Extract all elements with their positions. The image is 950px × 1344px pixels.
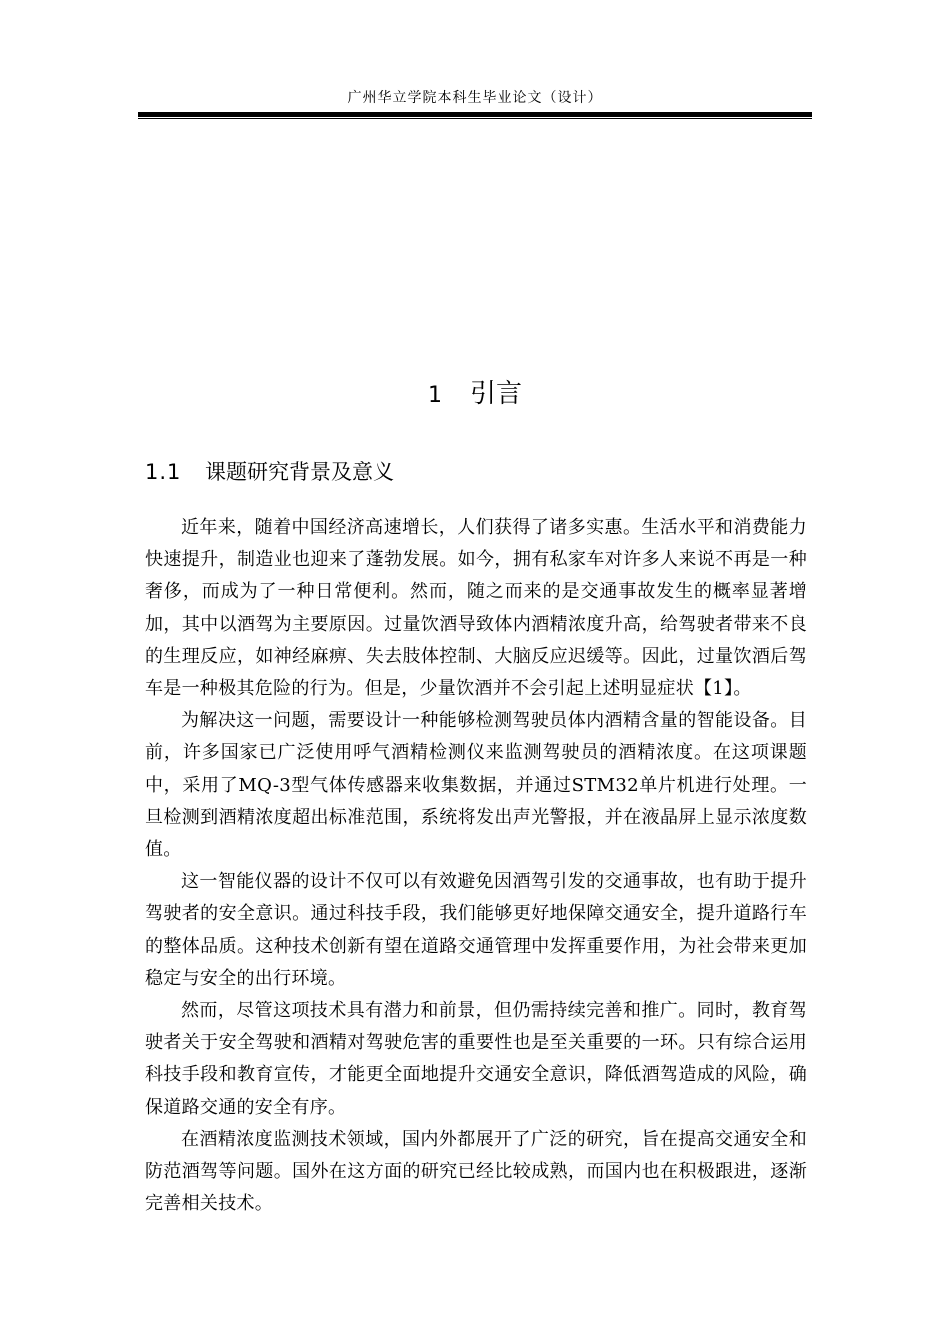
chapter-heading [138,374,812,416]
section-title: 课题研究背景及意义 [205,460,394,484]
running-header: 广州华立学院本科生毕业论文（设计） [347,90,603,106]
chapter-title: 引言 [469,379,522,409]
paragraph: 在酒精浓度监测技术领域，国内外都展开了广泛的研究，旨在提高交通安全和防范酒驾等问题。国外在这方面的研究已经比较成熟，而国内也在积极跟进，逐渐完善相关技术。 [145,1128,807,1215]
paragraph: 这一智能仪器的设计不仅可以有效避免因酒驾引发的交通事故，也有助于提升驾驶者的安全意识。通过科技手段，我们能够更好地保障交通安全，提升道路行车的整体品质。这种技术创新有望在道路交通管理中发挥重要作用，为社会带来更加稳定与安全的出行环境。 [145,871,807,989]
chapter-number: 1 [427,383,442,408]
paragraph: 近年来，随着中国经济高速增长，人们获得了诸多实惠。生活水平和消费能力快速提升，制造业也迎来了蓬勃发展。如今，拥有私家车对许多人来说不再是一种奢侈，而成为了一种日常便利。然而，随之而来的是交通事故发生的概率显著增加，其中以酒驾为主要原因。过量饮酒导致体内酒精浓度升高，给驾驶者带来不良的生理反应，如神经麻痹、失去肢体控制、大脑反应迟缓等。因此，过量饮酒后驾车是一种极其危险的行为。但是，少量饮酒并不会引起上述明显症状【1】。 [145,517,807,700]
section-number: 1.1 [145,460,182,484]
body-text [145,512,807,1220]
header-rule-thick [138,112,812,117]
section-heading [145,456,394,488]
header-rule-thin [138,118,812,119]
paragraph: 然而，尽管这项技术具有潜力和前景，但仍需持续完善和推广。同时，教育驾驶者关于安全驾驶和酒精对驾驶危害的重要性也是至关重要的一环。只有综合运用科技手段和教育宣传，才能更全面地提升交通安全意识，降低酒驾造成的风险，确保道路交通的安全有序。 [145,1000,807,1118]
paragraph: 为解决这一问题，需要设计一种能够检测驾驶员体内酒精含量的智能设备。目前，许多国家已广泛使用呼气酒精检测仪来监测驾驶员的酒精浓度。在这项课题中，采用了MQ-3型气体传感器来收集数据，并通过STM32单片机进行处理。一旦检测到酒精浓度超出标准范围，系统将发出声光警报，并在液晶屏上显示浓度数值。 [145,710,807,861]
